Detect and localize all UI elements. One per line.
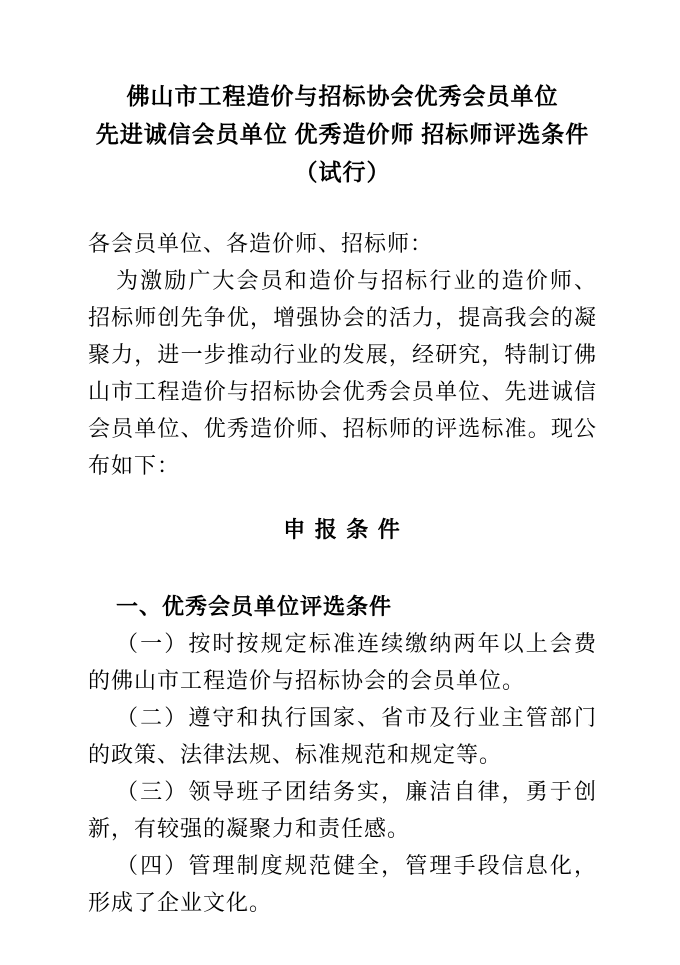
item-paragraph-2: （二）遵守和执行国家、省市及行业主管部门的政策、法律法规、标准规范和规定等。 [88,705,597,767]
section-heading: 申 报 条 件 [283,517,402,542]
title-line-2: 先进诚信会员单位 优秀造价师 招标师评选条件 [95,122,590,147]
title-line-3: （试行） [294,160,391,185]
document-title [88,78,597,192]
item-paragraph-3: （三）领导班子团结务实，廉洁自律，勇于创新，有较强的凝聚力和责任感。 [88,779,597,841]
item-paragraph-1: （一）按时按规定标准连续缴纳两年以上会费的佛山市工程造价与招标协会的会员单位。 [88,631,597,693]
intro-paragraph: 为激励广大会员和造价与招标行业的造价师、招标师创先争优，增强协会的活力，提高我会的凝聚力，进一步推动行业的发展，经研究，特制订佛山市工程造价与招标协会优秀会员单位、先进诚信会员单位、优秀造价师、招标师的评选标准。现公布如下： [88,268,597,478]
subsection-heading: 一、优秀会员单位评选条件 [116,594,393,619]
salutation-line: 各会员单位、各造价师、招标师： [88,231,434,256]
title-line-1: 佛山市工程造价与招标协会优秀会员单位 [126,84,559,109]
item-paragraph-4: （四）管理制度规范健全，管理手段信息化，形成了企业文化。 [88,853,597,915]
